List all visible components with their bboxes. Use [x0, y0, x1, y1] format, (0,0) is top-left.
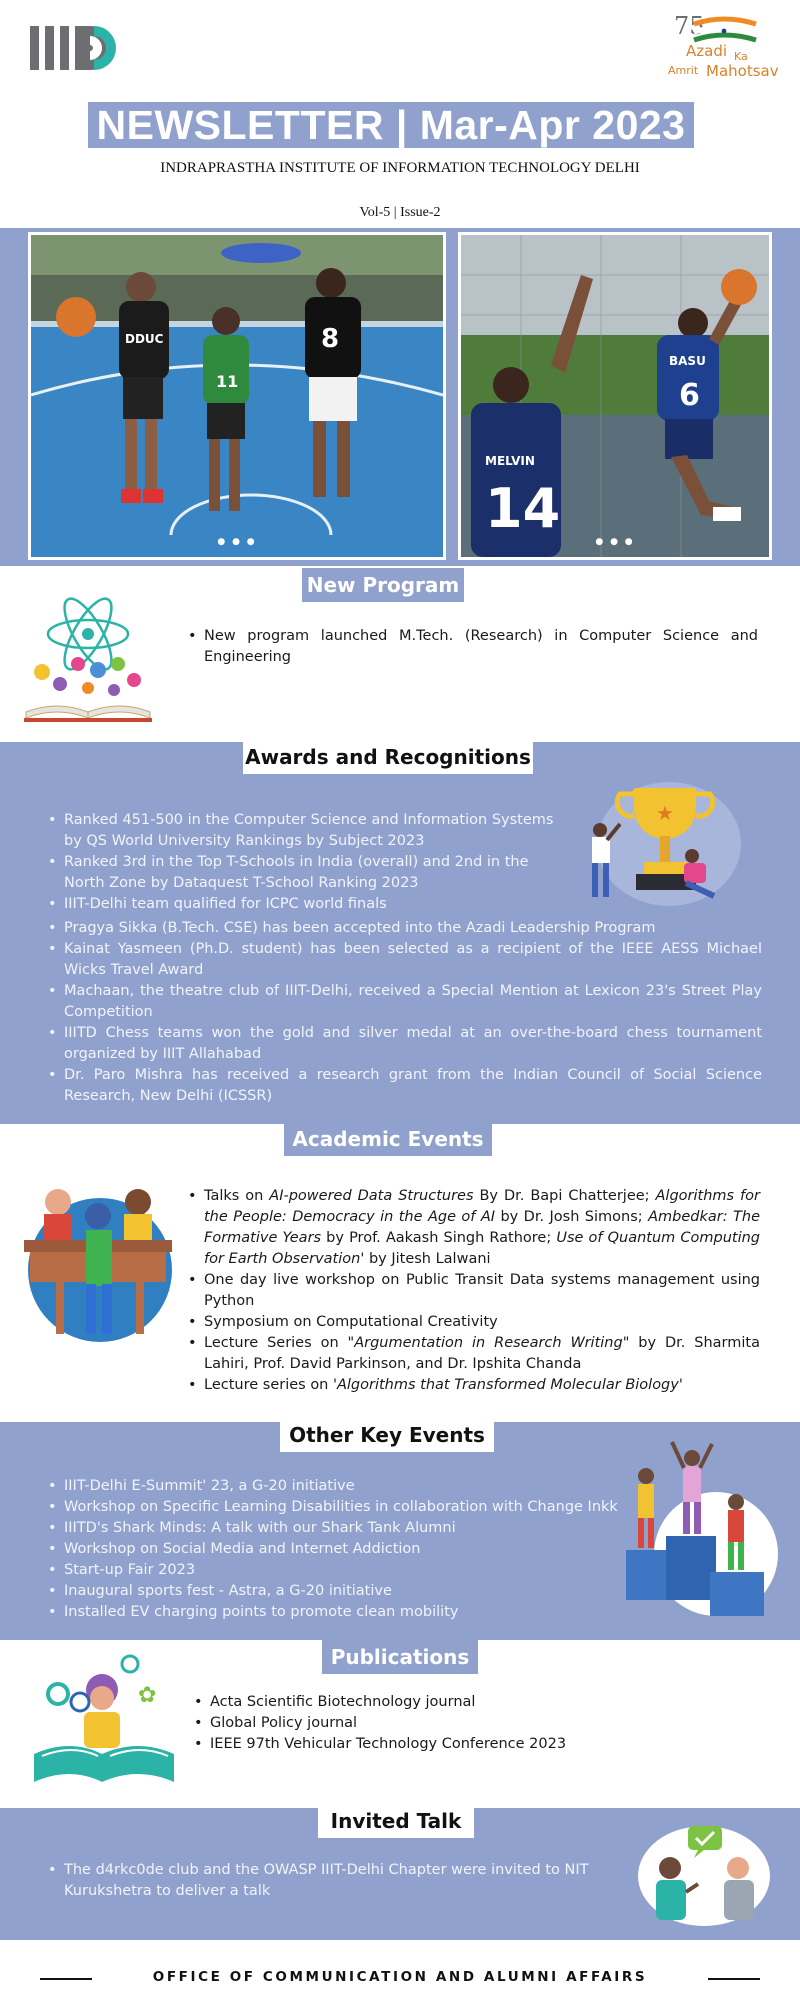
list-item: • Ranked 451-500 in the Computer Science and Information Systems by QS World University Rankings by Subject 2023	[46, 810, 572, 852]
svg-text:Mahotsav: Mahotsav	[706, 62, 779, 80]
other-events-heading: Other Key Events	[280, 1418, 494, 1452]
jersey-14: 14	[485, 477, 561, 540]
list-item: • IIITD Chess teams won the gold and silver medal at an over-the-board chess tournament organized by IIIT Allahabad	[46, 1023, 762, 1065]
list-item: • IIIT-Delhi team qualified for ICPC world finals	[46, 894, 572, 915]
reading-person-illustration	[30, 1650, 180, 1800]
list-item: • One day live workshop on Public Transit Data systems management using Python	[186, 1270, 760, 1312]
list-item: • Workshop on Specific Learning Disabilities in collaboration with Change Inkk	[46, 1497, 632, 1518]
footer-rule-left	[40, 1978, 92, 1980]
volume-issue: Vol-5 | Issue-2	[359, 205, 441, 220]
jersey-melvin: MELVIN	[485, 454, 535, 468]
carousel-dots[interactable]: ● ● ●	[217, 537, 257, 547]
list-item: • Talks on AI-powered Data Structures By Dr. Bapi Chatterjee; Algorithms for the People: Democracy in the Age of AI by Dr. Josh Simons; Ambedkar: The Formative Years by Prof. Aakash Singh Rathore; Use of Quantum Computing for Earth Observation' by Jitesh Lalwani	[186, 1186, 760, 1270]
jersey-8: 8	[321, 324, 340, 354]
svg-text:Azadi: Azadi	[686, 42, 728, 60]
svg-text:Ka: Ka	[734, 50, 748, 63]
list-item: • IIIT-Delhi E-Summit' 23, a G-20 initiative	[46, 1476, 632, 1497]
azadi-ka-amrit-mahotsav-logo	[668, 10, 786, 80]
book-science-illustration	[18, 594, 158, 728]
list-item: • Lecture series on 'Algorithms that Transformed Molecular Biology'	[186, 1375, 760, 1396]
trophy-illustration	[574, 774, 744, 914]
invited-talk-list	[46, 1860, 630, 1902]
list-item: • Dr. Paro Mishra has received a research grant from the Indian Council of Social Science Research, New Delhi (ICSSR)	[46, 1065, 762, 1107]
list-item: • Acta Scientific Biotechnology journal	[192, 1692, 692, 1713]
list-item: • The d4rkc0de club and the OWASP IIIT-Delhi Chapter were invited to NIT Kurukshetra to deliver a talk	[46, 1860, 630, 1902]
svg-text:75: 75	[674, 12, 705, 40]
academic-events-heading: Academic Events	[284, 1122, 492, 1156]
svg-text:★: ★	[656, 801, 674, 825]
footer	[0, 1965, 800, 1995]
list-item: • IIITD's Shark Minds: A talk with our Shark Tank Alumni	[46, 1518, 632, 1539]
men-basketball-photo	[458, 232, 772, 560]
podium-illustration	[616, 1432, 780, 1632]
awards-list-top	[46, 810, 572, 915]
invited-talk-heading: Invited Talk	[318, 1804, 474, 1838]
footer-text: OFFICE OF COMMUNICATION AND ALUMNI AFFAIRS	[152, 1969, 648, 1985]
list-item: • Pragya Sikka (B.Tech. CSE) has been accepted into the Azadi Leadership Program	[46, 918, 762, 939]
conversation-illustration	[636, 1822, 772, 1926]
list-item: • Kainat Yasmeen (Ph.D. student) has been selected as a recipient of the IEEE AESS Michael Wicks Travel Award	[46, 939, 762, 981]
carousel-dots[interactable]: ● ● ●	[595, 537, 635, 547]
list-item: • Workshop on Social Media and Internet Addiction	[46, 1539, 632, 1560]
list-item: • Inaugural sports fest - Astra, a G-20 initiative	[46, 1581, 632, 1602]
publications-list	[192, 1692, 692, 1755]
iiitd-logo	[28, 22, 124, 74]
other-events-list	[46, 1476, 632, 1623]
list-item: • Machaan, the theatre club of IIIT-Delhi, received a Special Mention at Lexicon 23's Street Play Competition	[46, 981, 762, 1023]
jersey-6: 6	[679, 378, 700, 413]
list-item: • IEEE 97th Vehicular Technology Conference 2023	[192, 1734, 692, 1755]
new-program-heading: New Program	[302, 568, 464, 602]
awards-heading: Awards and Recognitions	[243, 740, 533, 774]
academic-events-list	[186, 1186, 760, 1396]
classroom-illustration	[20, 1180, 176, 1342]
institute-name: INDRAPRASTHA INSTITUTE OF INFORMATION TECHNOLOGY DELHI	[160, 160, 640, 176]
list-item: • New program launched M.Tech. (Research) in Computer Science and Engineering	[186, 626, 758, 668]
jersey-11: 11	[216, 372, 239, 391]
jersey-basu: BASU	[669, 354, 706, 368]
awards-list-bottom	[46, 918, 762, 1107]
list-item: • Start-up Fair 2023	[46, 1560, 632, 1581]
list-item: • Lecture Series on "Argumentation in Research Writing" by Dr. Sharmita Lahiri, Prof. David Parkinson, and Dr. Ipshita Chanda	[186, 1333, 760, 1375]
publications-heading: Publications	[322, 1640, 478, 1674]
list-item: • Installed EV charging points to promote clean mobility	[46, 1602, 632, 1623]
new-program-list	[186, 626, 758, 668]
newsletter-title: NEWSLETTER | Mar-Apr 2023	[88, 102, 694, 148]
list-item: • Ranked 3rd in the Top T-Schools in India (overall) and 2nd in the North Zone by Dataquest T-School Ranking 2023	[46, 852, 572, 894]
jersey-ddu: DDUC	[125, 332, 164, 346]
footer-rule-right	[708, 1978, 760, 1980]
list-item: • Global Policy journal	[192, 1713, 692, 1734]
svg-text:Amrit: Amrit	[668, 64, 699, 77]
list-item: • Symposium on Computational Creativity	[186, 1312, 760, 1333]
women-basketball-photo	[28, 232, 446, 560]
svg-text:✿: ✿	[138, 1683, 157, 1708]
